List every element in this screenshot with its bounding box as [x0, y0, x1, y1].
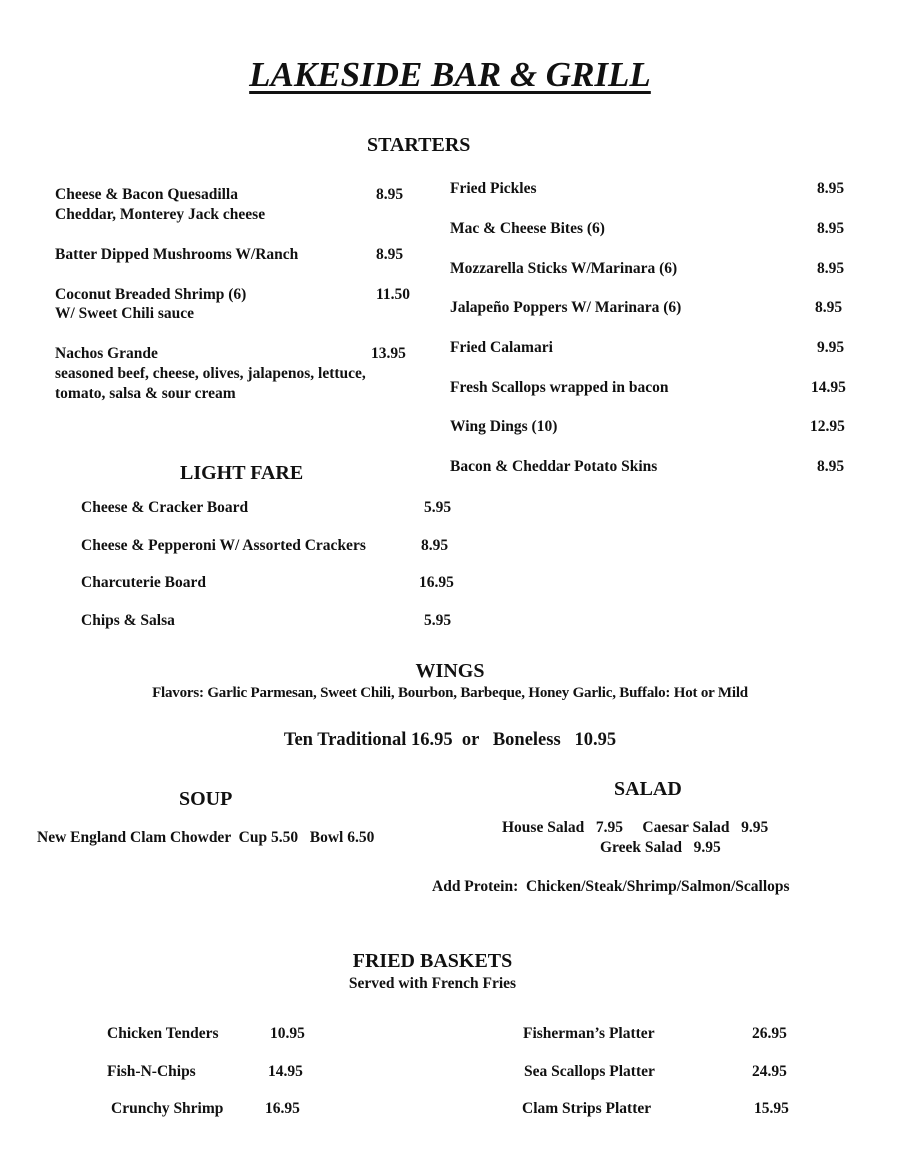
- light-fare-item-name: Cheese & Cracker Board: [81, 499, 249, 516]
- starter-item-price: 8.95: [376, 246, 404, 263]
- basket-item-name: Crunchy Shrimp: [111, 1100, 224, 1117]
- starter-item-price: 12.95: [810, 418, 845, 435]
- starter-item-name: Coconut Breaded Shrimp (6): [55, 286, 247, 303]
- light-fare-item-name: Chips & Salsa: [81, 612, 175, 629]
- basket-item-price: 10.95: [270, 1025, 305, 1042]
- light-fare-item-price: 5.95: [424, 612, 452, 629]
- starter-item-price: 8.95: [817, 180, 845, 197]
- fried-baskets-subheading: Served with French Fries: [348, 975, 517, 992]
- light-fare-item-name: Cheese & Pepperoni W/ Assorted Crackers: [81, 537, 366, 554]
- salad-line-2: Greek Salad 9.95: [600, 839, 721, 856]
- menu-title: [0, 55, 900, 95]
- starter-item-name: Fried Pickles: [450, 180, 537, 197]
- light-fare-item-price: 5.95: [424, 499, 452, 516]
- basket-item-name: Fisherman’s Platter: [523, 1025, 655, 1042]
- starter-item-price: 11.50: [376, 286, 411, 303]
- starters-heading: STARTERS: [367, 134, 471, 156]
- basket-item-name: Fish-N-Chips: [107, 1063, 196, 1080]
- basket-item-price: 26.95: [752, 1025, 787, 1042]
- menu-title-text: LAKESIDE BAR & GRILL: [249, 55, 651, 94]
- basket-item-price: 15.95: [754, 1100, 789, 1117]
- starter-item-desc: tomato, salsa & sour cream: [55, 385, 236, 402]
- soup-heading: SOUP: [179, 788, 233, 810]
- basket-item-price: 14.95: [268, 1063, 303, 1080]
- salad-heading: SALAD: [614, 778, 682, 800]
- starter-item-name: Fresh Scallops wrapped in bacon: [450, 379, 669, 396]
- starter-item-name: Fried Calamari: [450, 339, 553, 356]
- wings-pricing: Ten Traditional 16.95 or Boneless 10.95: [283, 730, 617, 750]
- starter-item-price: 8.95: [817, 220, 845, 237]
- basket-item-name: Sea Scallops Platter: [524, 1063, 655, 1080]
- wings-heading: WINGS: [415, 660, 485, 682]
- fried-baskets-heading: FRIED BASKETS: [352, 950, 513, 972]
- starter-item-name: Mac & Cheese Bites (6): [450, 220, 605, 237]
- starter-item-price: 8.95: [815, 299, 843, 316]
- starter-item-price: 13.95: [371, 345, 406, 362]
- basket-item-name: Chicken Tenders: [107, 1025, 219, 1042]
- light-fare-item-price: 8.95: [421, 537, 449, 554]
- soup-line: New England Clam Chowder Cup 5.50 Bowl 6.50: [37, 829, 375, 846]
- light-fare-heading: LIGHT FARE: [180, 462, 304, 484]
- starter-item-name: Jalapeño Poppers W/ Marinara (6): [450, 299, 682, 316]
- salad-line-1: House Salad 7.95 Caesar Salad 9.95: [502, 819, 769, 836]
- starter-item-name: Nachos Grande: [55, 345, 158, 362]
- basket-item-price: 24.95: [752, 1063, 787, 1080]
- starter-item-desc: seasoned beef, cheese, olives, jalapenos, lettuce,: [55, 365, 366, 382]
- starter-item-price: 8.95: [817, 458, 845, 475]
- wings-flavors: Flavors: Garlic Parmesan, Sweet Chili, Bourbon, Barbeque, Honey Garlic, Buffalo: Hot or Mild: [152, 685, 748, 701]
- starter-item-desc: W/ Sweet Chili sauce: [55, 305, 195, 322]
- starter-item-name: Cheese & Bacon Quesadilla: [55, 186, 238, 203]
- starter-item-price: 8.95: [817, 260, 845, 277]
- basket-item-price: 16.95: [265, 1100, 300, 1117]
- salad-add-protein: Add Protein: Chicken/Steak/Shrimp/Salmon/Scallops: [432, 878, 790, 895]
- starter-item-price: 14.95: [811, 379, 846, 396]
- starter-item-price: 8.95: [376, 186, 404, 203]
- light-fare-item-price: 16.95: [419, 574, 454, 591]
- starter-item-name: Bacon & Cheddar Potato Skins: [450, 458, 658, 475]
- starter-item-desc: Cheddar, Monterey Jack cheese: [55, 206, 266, 223]
- starter-item-name: Batter Dipped Mushrooms W/Ranch: [55, 246, 299, 263]
- light-fare-item-name: Charcuterie Board: [81, 574, 206, 591]
- starter-item-name: Wing Dings (10): [450, 418, 558, 435]
- basket-item-name: Clam Strips Platter: [522, 1100, 652, 1117]
- starter-item-name: Mozzarella Sticks W/Marinara (6): [450, 260, 678, 277]
- starter-item-price: 9.95: [817, 339, 845, 356]
